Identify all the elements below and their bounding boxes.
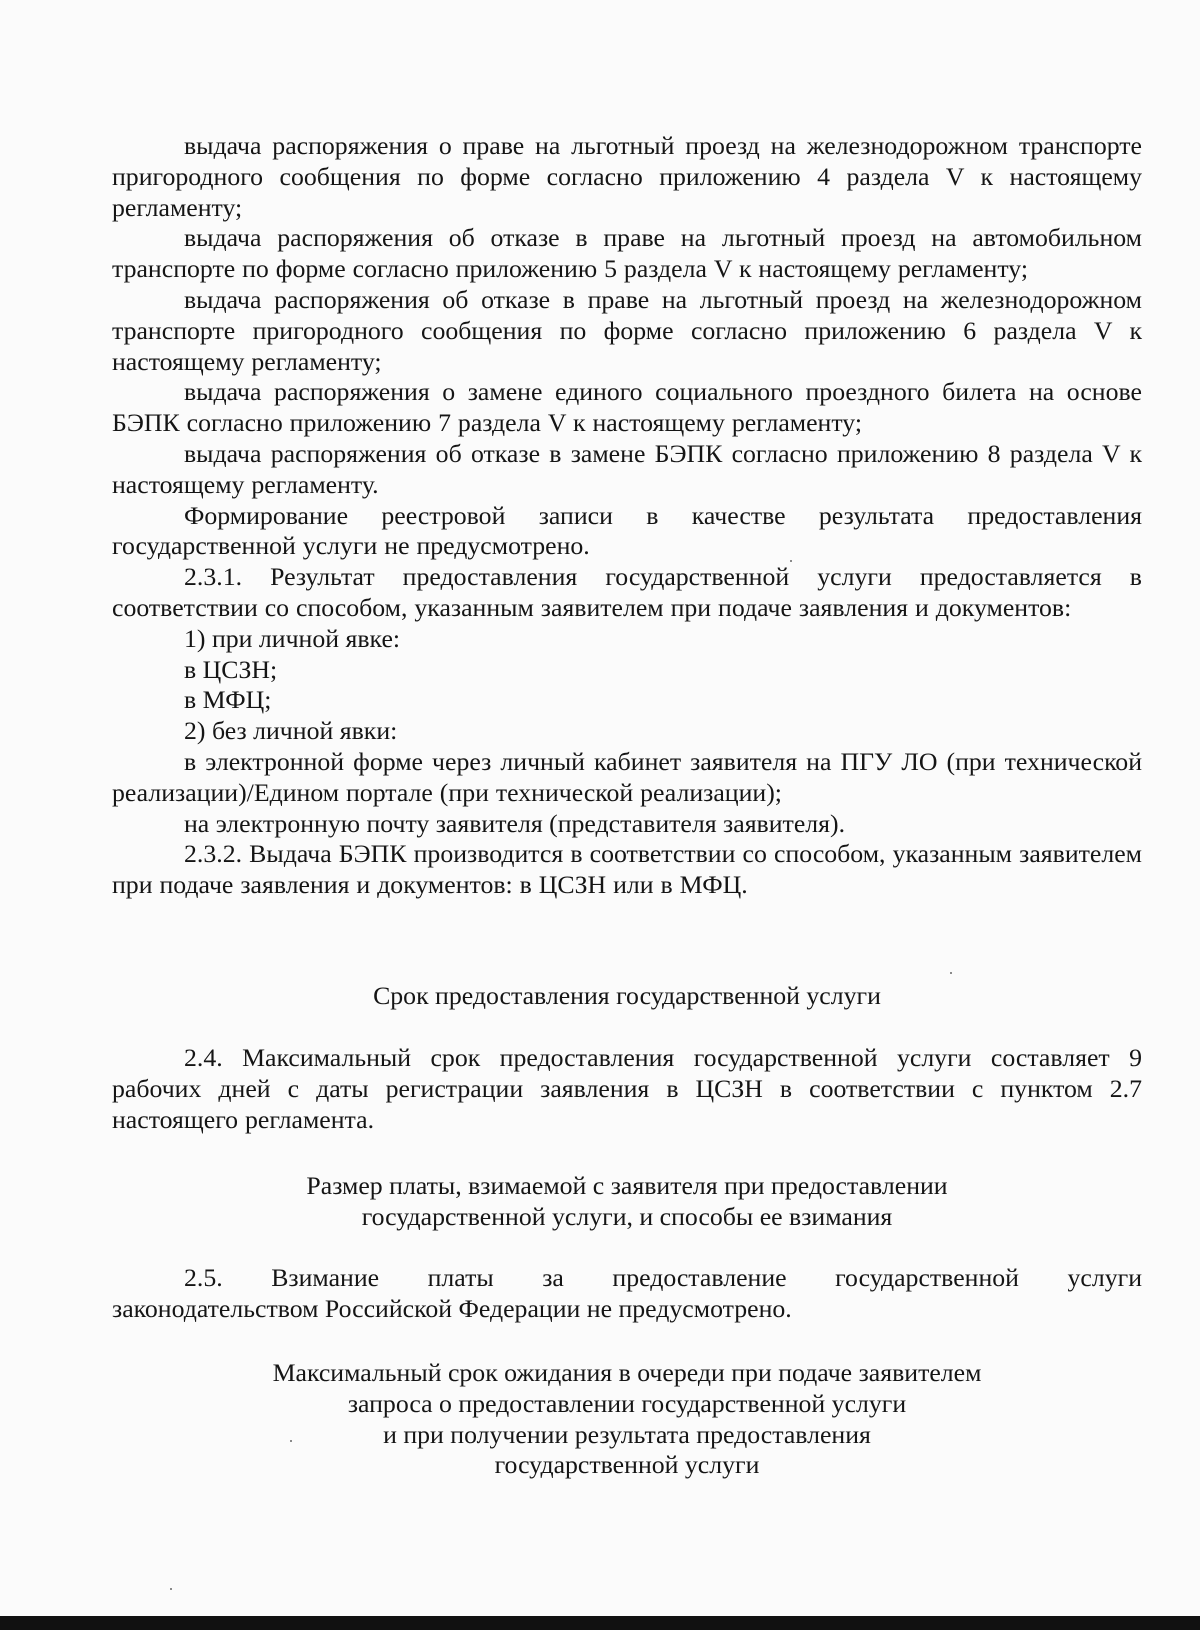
- scan-speck: [790, 560, 792, 562]
- heading-queue-line-4: государственной услуги: [494, 1450, 760, 1480]
- paragraph-ticket-replacement: выдача распоряжения о замене единого социального проездного билета на основе БЭПК согласно приложению 7 раздела V к настоящему регламенту;: [112, 377, 1142, 438]
- heading-queue-line-1: Максимальный срок ожидания в очереди при подаче заявителем: [272, 1358, 982, 1387]
- paragraph-registry-entry: Формирование реестровой записи в качестве результата предоставления государственной услуги не предусмотрено.: [112, 500, 1142, 561]
- heading-queue-line-2: запроса о предоставлении государственной услуги: [347, 1388, 907, 1418]
- paragraph-2-5-line-2: законодательством Российской Федерации не предусмотрено.: [112, 1293, 792, 1323]
- document-body: [112, 131, 1142, 901]
- heading-fee-line-1: Размер платы, взимаемой с заявителя при предоставлении: [306, 1171, 948, 1200]
- scan-speck: [170, 1588, 172, 1590]
- scan-speck: [290, 1440, 292, 1442]
- heading-service-term: Срок предоставления государственной услуги: [373, 981, 881, 1010]
- paragraph-2-3-2: 2.3.2. Выдача БЭПК производится в соответствии со способом, указанным заявителем при подаче заявления и документов: в ЦСЗН или в МФЦ.: [112, 839, 1142, 900]
- list-item-electronic-form: в электронной форме через личный кабинет заявителя на ПГУ ЛО (при технической реализации)/Едином портале (при технической реализации);: [112, 746, 1142, 807]
- paragraph-2-5-line-1: 2.5. Взимание платы за предоставление государственной услуги: [184, 1263, 1142, 1292]
- heading-fee-line-2: государственной услуги, и способы ее взимания: [361, 1201, 893, 1231]
- scan-speck: [950, 972, 952, 974]
- paragraph-2-4: [112, 1043, 1142, 1135]
- paragraph-rail-refusal: выдача распоряжения об отказе в праве на льготный проезд на железнодорожном транспорте пригородного сообщения по форме согласно приложению 6 раздела V к настоящему регламенту;: [112, 284, 1142, 376]
- paragraph-2-5: [112, 1263, 1142, 1325]
- scan-bottom-edge: [0, 1616, 1200, 1630]
- paragraph-rail-permission: выдача распоряжения о праве на льготный проезд на железнодорожном транспорте пригородного сообщения по форме согласно приложению 4 раздела V к настоящему регламенту;: [112, 131, 1142, 222]
- heading-queue: [112, 1358, 1142, 1481]
- heading-queue-line-3: и при получении результата предоставления: [383, 1419, 871, 1449]
- list-item-mfc: в МФЦ;: [184, 685, 272, 715]
- heading-fee: [112, 1171, 1142, 1233]
- paragraph-2-4-text: 2.4. Максимальный срок предоставления государственной услуги составляет 9 рабочих дней с даты регистрации заявления в ЦСЗН в соответствии с пунктом 2.7 настоящего регламента.: [112, 1043, 1142, 1134]
- paragraph-2-3-1: 2.3.1. Результат предоставления государственной услуги предоставляется в соответствии со способом, указанным заявителем при подаче заявления и документов:: [112, 562, 1142, 622]
- paragraph-auto-refusal: выдача распоряжения об отказе в праве на льготный проезд на автомобильном транспорте по форме согласно приложению 5 раздела V к настоящему регламенту;: [112, 223, 1142, 284]
- list-item-email: на электронную почту заявителя (представителя заявителя).: [184, 808, 846, 838]
- list-item-cszn: в ЦСЗН;: [184, 654, 278, 684]
- paragraph-bepk-refusal: выдача распоряжения об отказе в замене БЭПК согласно приложению 8 раздела V к настоящему регламенту.: [112, 438, 1142, 499]
- list-item-no-visit: 2) без личной явки:: [184, 716, 398, 746]
- list-item-personal-visit: 1) при личной явке:: [184, 623, 401, 653]
